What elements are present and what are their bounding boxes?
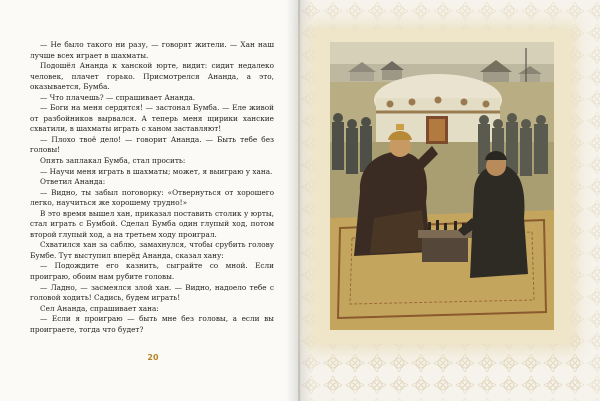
book-gutter (286, 0, 312, 401)
paragraph: — Плохо твоё дело! — говорит Ананда. — Быть тебе без головы! (30, 134, 274, 155)
chess-scene-illustration (330, 42, 554, 330)
paragraph: — Не было такого ни разу, — говорят жители. — Хан наш лучше всех играет в шахматы. (30, 40, 274, 60)
paragraph: — Видно, ты забыл поговорку: «Отвернуться от хорошего легко, научиться же хорошему трудно!» (30, 187, 274, 208)
paragraph: В это время вышел хан, приказал поставить столик у юрты, стал играть с Бумбой. Сделал Бумба один глупый ход, потом второй глупый ход, а на третьем ходу проиграл. (30, 208, 274, 239)
page-number: 20 (147, 353, 159, 362)
paragraph: Сел Ананда, спрашивает хана: (40, 303, 159, 313)
story-text (30, 40, 274, 335)
paragraph: — Если я проиграю — быть мне без головы, а если вы проиграете, тогда что будет? (30, 314, 274, 334)
paragraph: — Научи меня играть в шахматы; может, я выиграю у хана. (40, 166, 273, 176)
paragraph: — Что плачешь? — спрашивает Ананда. (40, 92, 196, 102)
paragraph: Схватился хан за саблю, замахнулся, чтобы срубить голову Бумбе. Тут выступил вперёд Ананда, сказал хану: (30, 240, 274, 260)
paragraph: Опять заплакал Бумба, стал просить: (40, 156, 186, 166)
paragraph: Подошёл Ананда к ханской юрте, видит: сидит недалеко человек, плачет горько. Присмотрелся Ананда, а это, оказывается, Бумба. (30, 61, 274, 92)
left-page (0, 0, 298, 401)
paragraph: — Боги на меня сердятся! — застонал Бумба. — Еле живой от разбойников вырвался. А теперь меня щирики ханские схватили, в шахматы играть с ханом заставляют! (30, 103, 274, 134)
paragraph: — Ладно, — засмеялся злой хан. — Видно, надоело тебе с головой ходить! Садись, будем играть! (30, 282, 274, 303)
paragraph: — Подождите его казнить, сыграйте со мной. Если проиграю, обоим нам рубите головы. (30, 261, 274, 282)
paragraph: Ответил Ананда: (40, 177, 106, 187)
